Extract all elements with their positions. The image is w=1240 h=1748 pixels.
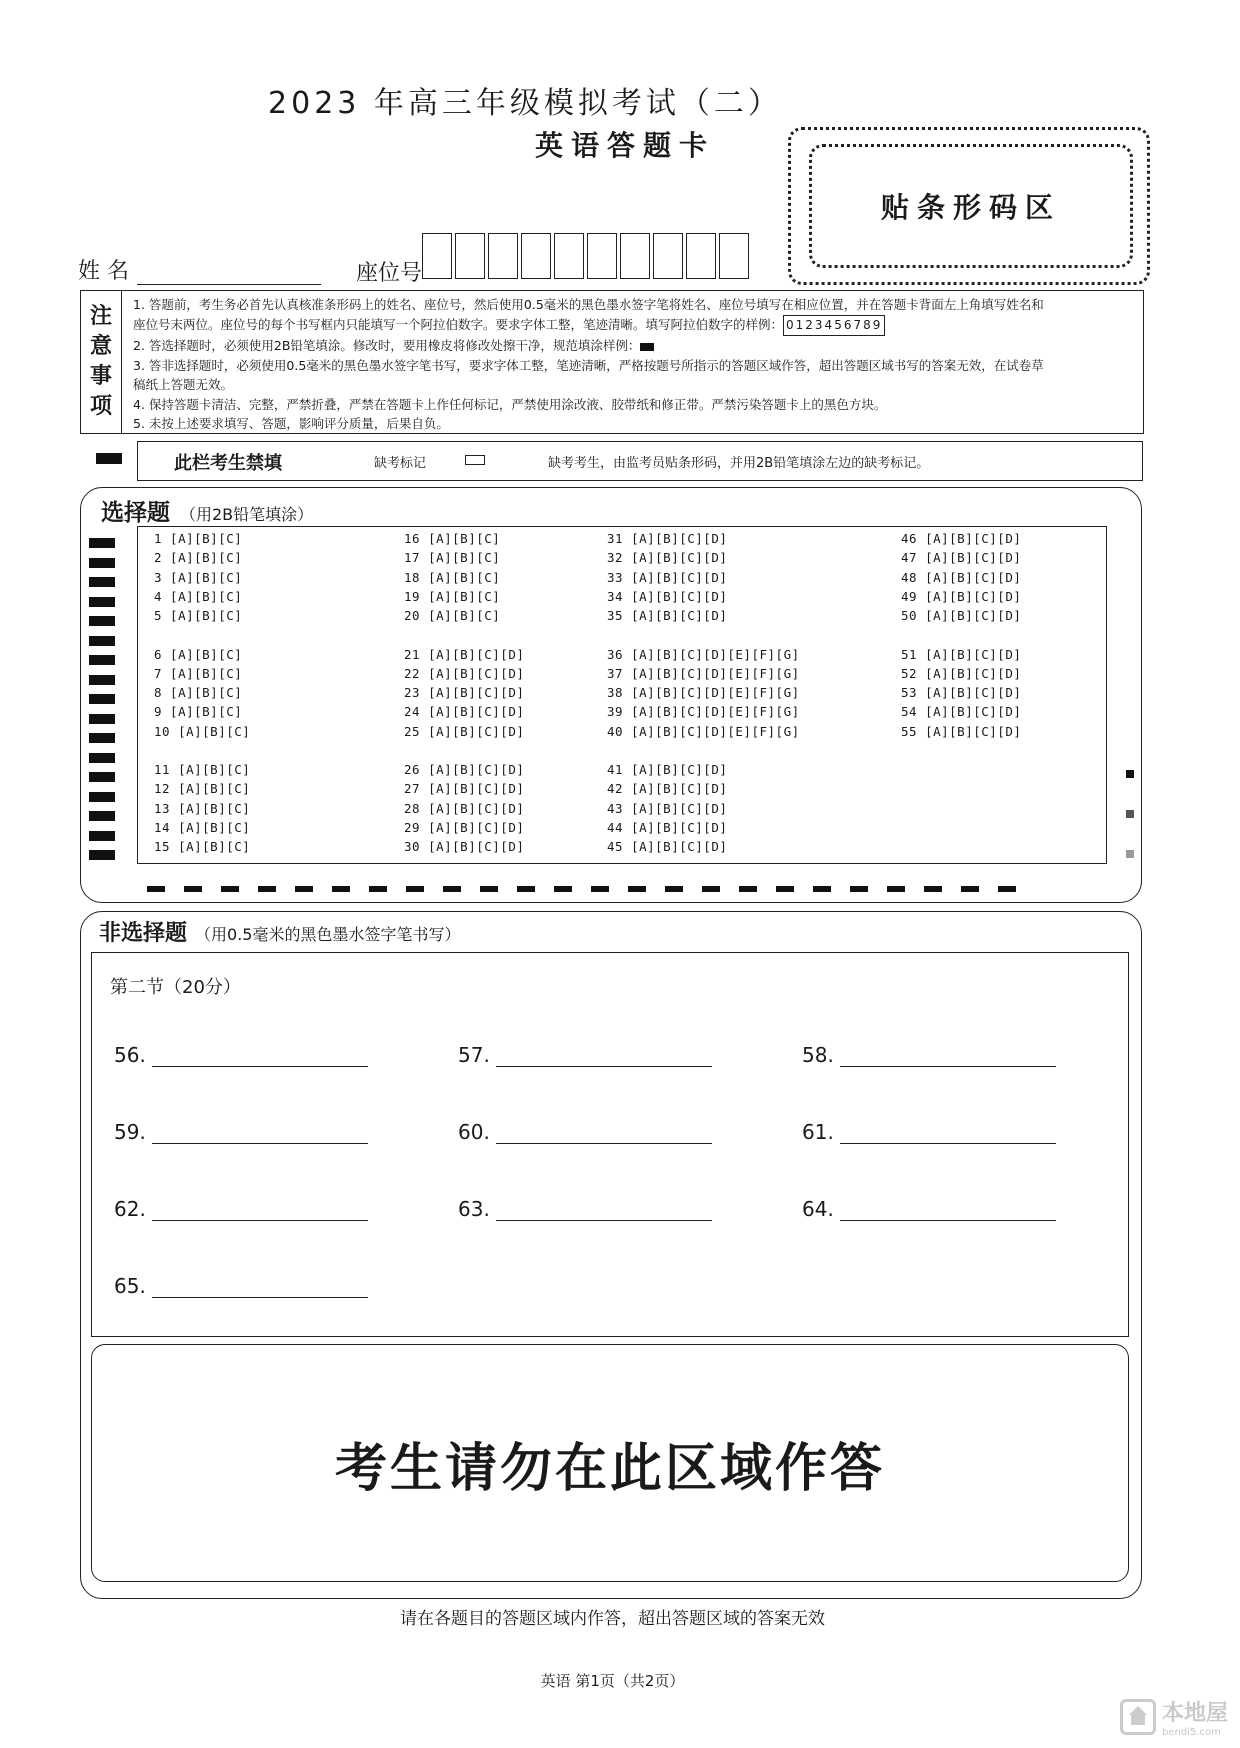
house-icon (1120, 1699, 1156, 1735)
seat-box[interactable] (653, 233, 683, 279)
question-item[interactable]: 24 [A][B][C][D] (404, 704, 525, 720)
question-item[interactable]: 41 [A][B][C][D] (607, 762, 728, 777)
question-item[interactable]: 8 [A][B][C] (154, 685, 243, 701)
seat-box[interactable] (521, 233, 551, 279)
timing-mark-icon (887, 886, 905, 892)
blank-line[interactable] (840, 1202, 1056, 1221)
timing-mark-icon (89, 675, 115, 685)
nonmc-title (99, 916, 460, 947)
question-item[interactable]: 30 [A][B][C][D] (404, 839, 525, 855)
notice-heading-char: 项 (89, 394, 112, 419)
question-item[interactable]: 27 [A][B][C][D] (404, 781, 525, 797)
answer-blank[interactable] (114, 1197, 368, 1221)
question-item[interactable]: 45 [A][B][C][D] (607, 839, 728, 855)
question-item[interactable]: 21 [A][B][C][D] (404, 646, 525, 662)
question-item[interactable]: 46 [A][B][C][D] (901, 531, 1022, 546)
timing-mark-icon (850, 886, 868, 892)
question-item[interactable]: 51 [A][B][C][D] (901, 646, 1022, 662)
question-item[interactable]: 37 [A][B][C][D][E][F][G] (607, 665, 800, 681)
blank-line[interactable] (496, 1125, 712, 1144)
notice-heading (81, 291, 122, 433)
watermark-sub: bendi5.com (1161, 1727, 1221, 1738)
timing-mark-icon (89, 792, 115, 802)
answer-blank[interactable] (114, 1043, 368, 1067)
timing-mark-icon (96, 453, 122, 464)
timing-mark-icon (147, 886, 165, 892)
timing-mark-icon (89, 694, 115, 704)
barcode-area (788, 127, 1150, 285)
timing-mark-icon (517, 886, 535, 892)
timing-mark-icon (591, 886, 609, 892)
timing-mark-icon (332, 886, 350, 892)
question-item[interactable]: 54 [A][B][C][D] (901, 704, 1022, 720)
name-row (78, 254, 321, 285)
question-item[interactable]: 44 [A][B][C][D] (607, 819, 728, 835)
timing-mark-icon (443, 886, 461, 892)
notice-line: 5. 未按上述要求填写、答题，影响评分质量，后果自负。 (133, 416, 449, 431)
question-item[interactable]: 26 [A][B][C][D] (404, 762, 525, 777)
section-title: 第二节（20分） (110, 977, 241, 998)
blank-line[interactable] (496, 1202, 712, 1221)
timing-mark-icon (998, 886, 1016, 892)
blank-line[interactable] (152, 1202, 368, 1221)
question-item[interactable]: 33 [A][B][C][D] (607, 569, 728, 585)
absent-label: 此栏考生禁填 (174, 453, 282, 474)
timing-mark-icon (89, 733, 115, 743)
seat-number-boxes (422, 233, 752, 279)
timing-mark-icon (961, 886, 979, 892)
timing-mark-icon (89, 753, 115, 763)
no-answer-area: 考生请勿在此区域作答 (91, 1344, 1129, 1582)
question-item[interactable]: 22 [A][B][C][D] (404, 665, 525, 681)
question-item[interactable]: 10 [A][B][C] (154, 723, 251, 739)
watermark-main: 本地屋 (1161, 1701, 1228, 1726)
blank-line[interactable] (152, 1125, 368, 1144)
question-item[interactable]: 23 [A][B][C][D] (404, 685, 525, 701)
seat-box[interactable] (422, 233, 452, 279)
question-item[interactable]: 11 [A][B][C] (154, 762, 251, 777)
notice-box (80, 290, 1144, 434)
notice-line: 3. 答非选择题时，必须使用0.5毫米的黑色墨水签字笔书写，要求字体工整，笔迹清晰，严格按题号所指示的答题区域作答，超出答题区域书写的答案无效，在试卷草 (133, 357, 1044, 373)
timing-mark-icon (295, 886, 313, 892)
timing-mark-icon (480, 886, 498, 892)
question-item[interactable]: 20 [A][B][C] (404, 608, 501, 624)
blank-line[interactable] (840, 1125, 1056, 1144)
non-choice-section (80, 911, 1142, 1599)
question-item[interactable]: 13 [A][B][C] (154, 800, 251, 816)
timing-mark-icon (665, 886, 683, 892)
side-mark-icon (1126, 850, 1134, 858)
timing-mark-icon (89, 714, 115, 724)
blank-line[interactable] (152, 1279, 368, 1298)
timing-mark-icon (406, 886, 424, 892)
answer-blank[interactable] (114, 1274, 368, 1298)
notice-line-text: 座位号末两位。座位号的每个书写框内只能填写一个阿拉伯数字。要求字体工整，笔迹清晰。填写阿拉伯数字的样例： (133, 316, 784, 332)
answer-blank[interactable] (114, 1120, 368, 1144)
timing-mark-icon (813, 886, 831, 892)
question-item[interactable]: 19 [A][B][C] (404, 588, 501, 604)
notice-line-text: 2. 答选择题时，必须使用2B铅笔填涂。修改时，要用橡皮将修改处擦干净，规范填涂样例： (133, 338, 641, 353)
notice-line: 稿纸上答题无效。 (133, 377, 234, 392)
mc-title (101, 494, 313, 527)
seat-box[interactable] (587, 233, 617, 279)
seat-box[interactable] (455, 233, 485, 279)
question-item[interactable]: 14 [A][B][C] (154, 819, 251, 835)
timing-mark-icon (89, 538, 115, 548)
blank-number: 58. (802, 1043, 834, 1067)
notice-line: 1. 答题前，考生务必首先认真核准条形码上的姓名、座位号，然后使用0.5毫米的黑色墨水签字笔将姓名、座位号填写在相应位置，并在答题卡背面左上角填写姓名和 (133, 297, 1044, 312)
question-item[interactable]: 31 [A][B][C][D] (607, 531, 728, 546)
nonmc-title-text: 非选择题 (99, 921, 188, 946)
question-item[interactable]: 50 [A][B][C][D] (901, 608, 1022, 624)
question-item[interactable]: 16 [A][B][C] (404, 531, 501, 546)
seat-box[interactable] (620, 233, 650, 279)
seat-box[interactable] (719, 233, 749, 279)
question-item[interactable]: 25 [A][B][C][D] (404, 723, 525, 739)
blank-number: 59. (114, 1120, 146, 1144)
nonmc-hint: （用0.5毫米的黑色墨水签字笔书写） (195, 925, 461, 944)
seat-label: 座位号 (356, 261, 423, 286)
timing-mark-icon (184, 886, 202, 892)
notice-heading-char: 注 (89, 304, 112, 329)
question-item[interactable]: 6 [A][B][C] (154, 646, 243, 662)
blank-number: 56. (114, 1043, 146, 1067)
question-item[interactable]: 36 [A][B][C][D][E][F][G] (607, 646, 800, 662)
question-item[interactable]: 9 [A][B][C] (154, 704, 243, 720)
seat-box[interactable] (554, 233, 584, 279)
timing-marks (89, 538, 115, 870)
blank-number: 60. (458, 1120, 490, 1144)
question-item[interactable]: 55 [A][B][C][D] (901, 723, 1022, 739)
watermark (1120, 1696, 1228, 1738)
timing-mark-icon (89, 772, 115, 782)
timing-mark-icon (258, 886, 276, 892)
question-item[interactable]: 5 [A][B][C] (154, 608, 243, 624)
question-item[interactable]: 1 [A][B][C] (154, 531, 243, 546)
blank-number: 64. (802, 1197, 834, 1221)
notice-line (133, 336, 1133, 356)
multiple-choice-section (80, 487, 1142, 903)
blank-number: 61. (802, 1120, 834, 1144)
mc-hint: （用2B铅笔填涂） (180, 505, 314, 524)
question-item[interactable]: 12 [A][B][C] (154, 781, 251, 797)
section-two (91, 952, 1129, 1337)
answer-blank[interactable] (802, 1120, 1056, 1144)
question-item[interactable]: 2 [A][B][C] (154, 550, 243, 566)
page-footer: 英语 第1页（共2页） (540, 1672, 685, 1690)
absent-mark-label: 缺考标记 (374, 456, 427, 471)
question-item[interactable]: 18 [A][B][C] (404, 569, 501, 585)
timing-mark-icon (89, 655, 115, 665)
notice-heading-char: 事 (89, 364, 112, 389)
timing-mark-icon (628, 886, 646, 892)
answer-blank[interactable] (458, 1120, 712, 1144)
seat-box[interactable] (488, 233, 518, 279)
question-item[interactable]: 3 [A][B][C] (154, 569, 243, 585)
timing-mark-icon (89, 616, 115, 626)
timing-mark-icon (89, 636, 115, 646)
timing-mark-icon (89, 811, 115, 821)
answer-blank[interactable] (458, 1043, 712, 1067)
timing-mark-icon (89, 597, 115, 607)
question-item[interactable]: 39 [A][B][C][D][E][F][G] (607, 704, 800, 720)
notice-line (133, 315, 1133, 337)
question-item[interactable]: 28 [A][B][C][D] (404, 800, 525, 816)
timing-mark-icon (89, 831, 115, 841)
timing-mark-icon (89, 577, 115, 587)
barcode-label: 贴条形码区 (809, 144, 1133, 268)
timing-mark-icon (369, 886, 387, 892)
question-item[interactable]: 52 [A][B][C][D] (901, 665, 1022, 681)
question-item[interactable]: 15 [A][B][C] (154, 839, 251, 855)
question-item[interactable]: 53 [A][B][C][D] (901, 685, 1022, 701)
timing-mark-icon (554, 886, 572, 892)
question-item[interactable]: 4 [A][B][C] (154, 588, 243, 604)
timing-mark-icon (776, 886, 794, 892)
blank-line[interactable] (152, 1048, 368, 1067)
name-field[interactable] (137, 260, 321, 285)
blank-number: 63. (458, 1197, 490, 1221)
timing-mark-icon (89, 850, 115, 860)
filled-sample-icon (640, 343, 654, 351)
question-item[interactable]: 43 [A][B][C][D] (607, 800, 728, 816)
question-item[interactable]: 35 [A][B][C][D] (607, 608, 728, 624)
blank-number: 57. (458, 1043, 490, 1067)
answer-blank[interactable] (802, 1197, 1056, 1221)
blank-line[interactable] (496, 1048, 712, 1067)
blank-number: 65. (114, 1274, 146, 1298)
question-item[interactable]: 47 [A][B][C][D] (901, 550, 1022, 566)
digit-sample: 0123456789 (783, 315, 885, 337)
answer-blank[interactable] (802, 1043, 1056, 1067)
blank-line[interactable] (840, 1048, 1056, 1067)
question-item[interactable]: 49 [A][B][C][D] (901, 588, 1022, 604)
bottom-timing-marks (147, 886, 1035, 892)
side-mark-icon (1126, 770, 1134, 778)
answer-blank[interactable] (458, 1197, 712, 1221)
side-mark-icon (1126, 810, 1134, 818)
absent-instruction: 缺考考生，由监考员贴条形码，并用2B铅笔填涂左边的缺考标记。 (548, 456, 930, 471)
page-subtitle: 英语答题卡 (534, 129, 715, 162)
absent-mark-checkbox[interactable] (465, 455, 485, 465)
question-item[interactable]: 34 [A][B][C][D] (607, 588, 728, 604)
question-item[interactable]: 38 [A][B][C][D][E][F][G] (607, 685, 800, 701)
seat-box[interactable] (686, 233, 716, 279)
notice-text (133, 295, 1133, 434)
question-item[interactable]: 17 [A][B][C] (404, 550, 501, 566)
blank-number: 62. (114, 1197, 146, 1221)
answer-grid (137, 526, 1107, 864)
bottom-warning: 请在各题目的答题区域内作答，超出答题区域的答案无效 (400, 1609, 825, 1629)
timing-mark-icon (739, 886, 757, 892)
absent-box (137, 441, 1143, 481)
name-label: 姓 名 (78, 259, 129, 284)
watermark-text (1162, 1696, 1228, 1738)
notice-heading-char: 意 (89, 334, 112, 359)
question-item[interactable]: 40 [A][B][C][D][E][F][G] (607, 723, 800, 739)
question-item[interactable]: 32 [A][B][C][D] (607, 550, 728, 566)
question-item[interactable]: 29 [A][B][C][D] (404, 819, 525, 835)
question-item[interactable]: 48 [A][B][C][D] (901, 569, 1022, 585)
mc-title-text: 选择题 (101, 500, 170, 526)
question-item[interactable]: 7 [A][B][C] (154, 665, 243, 681)
notice-line: 4. 保持答题卡清洁、完整，严禁折叠，严禁在答题卡上作任何标记，严禁使用涂改液、胶带纸和修正带。严禁污染答题卡上的黑色方块。 (133, 396, 887, 412)
page-title: 2023 年高三年级模拟考试（二） (268, 86, 782, 121)
question-item[interactable]: 42 [A][B][C][D] (607, 781, 728, 797)
timing-mark-icon (924, 886, 942, 892)
timing-mark-icon (89, 558, 115, 568)
timing-mark-icon (221, 886, 239, 892)
timing-mark-icon (702, 886, 720, 892)
